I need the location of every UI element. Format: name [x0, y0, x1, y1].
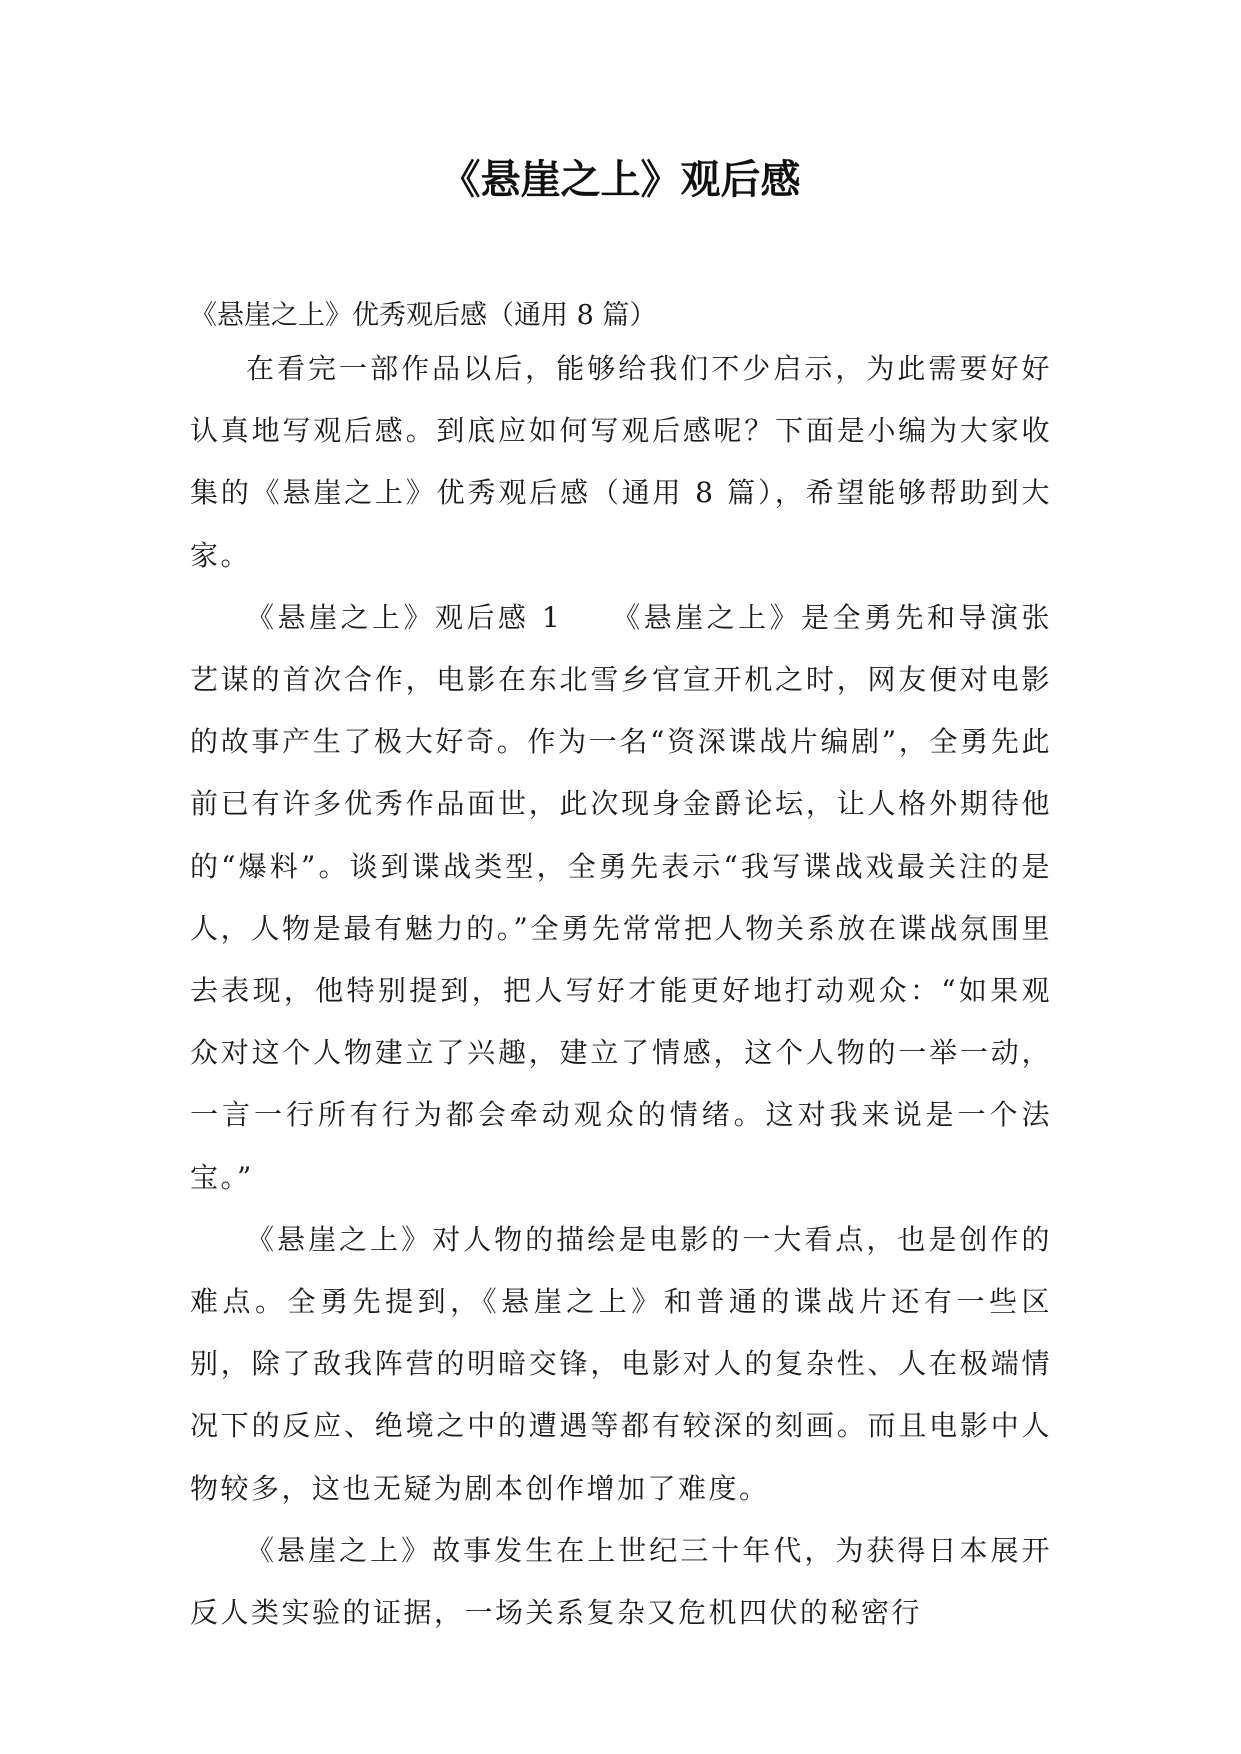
paragraph-story: 《悬崖之上》故事发生在上世纪三十年代，为获得日本展开反人类实验的证据，一场关系复杂又危机四伏的秘密行	[190, 1533, 1052, 1630]
paragraph-characters: 《悬崖之上》对人物的描绘是电影的一大看点，也是创作的难点。全勇先提到，《悬崖之上》和普通的谍战片还有一些区别，除了敌我阵营的明暗交锋，电影对人的复杂性、人在极端情况下的反应、绝境之中的遭遇等都有较深的刻画。而且电影中人物较多，这也无疑为剧本创作增加了难度。	[190, 1222, 1052, 1505]
document-subtitle: 《悬崖之上》优秀观后感（通用 8 篇）	[190, 300, 657, 331]
paragraph-review-1: 《悬崖之上》观后感 1 《悬崖之上》是全勇先和导演张艺谋的首次合作，电影在东北雪乡官宣开机之时，网友便对电影的故事产生了极大好奇。作为一名“资深谍战片编剧”，全勇先此前已有许多优秀作品面世，此次现身金爵论坛，让人格外期待他的“爆料”。谈到谍战类型，全勇先表示“我写谍战戏最关注的是人，人物是最有魅力的。”全勇先常常把人物关系放在谍战氛围里去表现，他特别提到，把人写好才能更好地打动观众：“如果观众对这个人物建立了兴趣，建立了情感，这个人物的一举一动，一言一行所有行为都会牵动观众的情绪。这对我来说是一个法宝。”	[190, 600, 1052, 1194]
paragraph-intro: 在看完一部作品以后，能够给我们不少启示，为此需要好好认真地写观后感。到底应如何写观后感呢？下面是小编为大家收集的《悬崖之上》优秀观后感（通用 8 篇），希望能够帮助到大家。	[190, 352, 1052, 572]
document-title: 《悬崖之上》观后感	[440, 157, 801, 203]
document-body	[190, 296, 1052, 1644]
